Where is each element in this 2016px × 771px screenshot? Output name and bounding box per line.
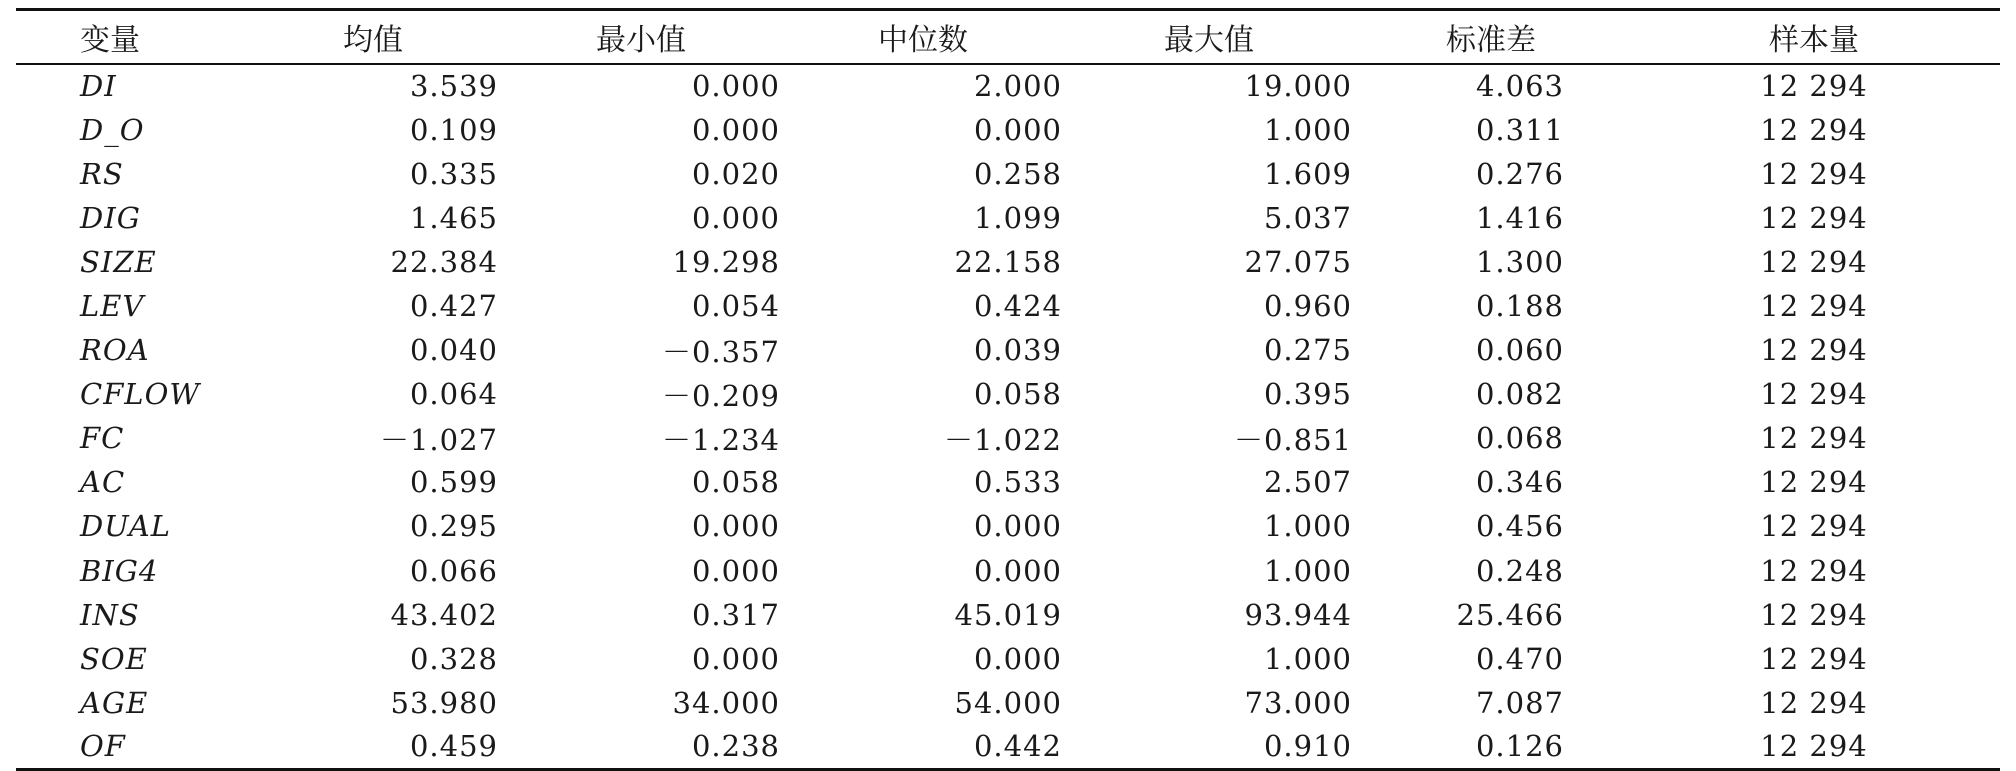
cell-variable: INS: [80, 597, 140, 632]
cell-mean: －1.027: [379, 422, 498, 457]
cell-min: 0.000: [691, 69, 780, 104]
table-row: [16, 284, 2000, 328]
cell-median: 0.039: [973, 333, 1062, 368]
cell-sample-size: 12 294: [1760, 112, 1868, 147]
cell-sample-size: 12 294: [1760, 597, 1868, 632]
table-row: [16, 725, 2000, 769]
cell-max: 1.609: [1263, 156, 1352, 191]
cell-median: 54.000: [954, 685, 1062, 720]
cell-variable: AGE: [80, 685, 149, 720]
cell-mean: 0.599: [409, 465, 498, 500]
cell-median: 0.533: [973, 465, 1062, 500]
cell-median: 2.000: [973, 69, 1062, 104]
cell-min: 0.020: [691, 156, 780, 191]
cell-mean: 1.465: [409, 200, 498, 235]
table-row: [16, 460, 2000, 504]
cell-variable: DUAL: [80, 509, 171, 544]
table-row: [16, 328, 2000, 372]
header-max: 最大值: [1064, 10, 1354, 64]
cell-mean: 43.402: [390, 597, 498, 632]
cell-max: 5.037: [1263, 200, 1352, 235]
header-row: [16, 10, 2000, 64]
cell-mean: 0.064: [409, 377, 498, 412]
cell-mean: 3.539: [409, 69, 498, 104]
cell-max: 1.000: [1263, 509, 1352, 544]
cell-sample-size: 12 294: [1760, 377, 1868, 412]
cell-sample-size: 12 294: [1760, 333, 1868, 368]
cell-sd: 7.087: [1475, 685, 1564, 720]
cell-min: 0.054: [691, 289, 780, 324]
cell-median: 0.442: [782, 725, 1064, 769]
cell-min: 0.238: [500, 725, 782, 769]
table-body: [16, 64, 2000, 770]
cell-variable: ROA: [80, 333, 150, 368]
cell-mean: 0.335: [409, 156, 498, 191]
cell-max: 93.944: [1244, 597, 1352, 632]
cell-mean: 0.427: [409, 289, 498, 324]
cell-variable: LEV: [80, 289, 145, 324]
cell-variable: SOE: [80, 641, 148, 676]
cell-sd: 0.470: [1475, 641, 1564, 676]
cell-mean: 0.459: [246, 725, 500, 769]
descriptive-statistics-table: [16, 8, 2000, 771]
cell-sample-size: 12 294: [1760, 421, 1868, 456]
cell-min: 0.000: [691, 553, 780, 588]
cell-sd: 0.068: [1475, 421, 1564, 456]
cell-median: 0.000: [973, 641, 1062, 676]
cell-median: －1.022: [943, 422, 1062, 457]
cell-min: 0.000: [691, 509, 780, 544]
cell-min: 19.298: [672, 244, 780, 279]
table-row: [16, 108, 2000, 152]
cell-min: －0.209: [661, 378, 780, 413]
cell-mean: 0.295: [409, 509, 498, 544]
cell-mean: 0.328: [409, 641, 498, 676]
cell-sample-size: 12 294: [1760, 200, 1868, 235]
cell-max: 2.507: [1263, 465, 1352, 500]
header-sample-size: 样本量: [1628, 10, 2000, 64]
cell-mean: 0.109: [409, 112, 498, 147]
cell-variable: RS: [80, 156, 124, 191]
cell-sd: 0.060: [1475, 333, 1564, 368]
table-row: [16, 593, 2000, 637]
cell-median: 0.424: [973, 289, 1062, 324]
cell-sample-size: 12 294: [1760, 465, 1868, 500]
header-min: 最小值: [500, 10, 782, 64]
cell-variable: SIZE: [80, 244, 157, 279]
cell-variable: CFLOW: [80, 377, 201, 412]
table-row: [16, 196, 2000, 240]
table-row: [16, 637, 2000, 681]
cell-variable: DIG: [80, 200, 141, 235]
cell-min: 0.317: [691, 597, 780, 632]
cell-max: 0.275: [1263, 333, 1352, 368]
cell-min: 0.000: [691, 200, 780, 235]
cell-max: 1.000: [1263, 641, 1352, 676]
cell-max: 73.000: [1244, 685, 1352, 720]
table-row: [16, 504, 2000, 548]
cell-min: 0.000: [691, 112, 780, 147]
cell-sd: 0.456: [1475, 509, 1564, 544]
header-sd: 标准差: [1354, 10, 1628, 64]
cell-median: 0.000: [973, 553, 1062, 588]
table-header: [16, 10, 2000, 64]
cell-sd: 0.248: [1475, 553, 1564, 588]
cell-sd: 1.300: [1475, 244, 1564, 279]
cell-sd: 0.346: [1475, 465, 1564, 500]
cell-median: 45.019: [954, 597, 1062, 632]
cell-max: 0.910: [1064, 725, 1354, 769]
cell-sample-size: 12 294: [1760, 641, 1868, 676]
header-variable: 变量: [16, 10, 246, 64]
cell-median: 0.000: [973, 509, 1062, 544]
cell-median: 22.158: [954, 244, 1062, 279]
table-row: [16, 372, 2000, 416]
cell-max: 0.960: [1263, 289, 1352, 324]
cell-sample-size: 12 294: [1628, 725, 2000, 769]
cell-sd: 0.276: [1475, 156, 1564, 191]
cell-variable: BIG4: [80, 553, 159, 588]
cell-sample-size: 12 294: [1760, 156, 1868, 191]
table-row: [16, 681, 2000, 725]
cell-mean: 22.384: [390, 244, 498, 279]
cell-mean: 53.980: [390, 685, 498, 720]
header-mean: 均值: [246, 10, 500, 64]
cell-sd: 0.082: [1475, 377, 1564, 412]
cell-sd: 0.188: [1475, 289, 1564, 324]
cell-variable: OF: [16, 725, 246, 769]
cell-variable: FC: [80, 421, 125, 456]
cell-max: 19.000: [1244, 69, 1352, 104]
cell-min: －1.234: [661, 422, 780, 457]
table-row: [16, 64, 2000, 108]
table-row: [16, 240, 2000, 284]
cell-variable: D_O: [80, 112, 145, 147]
cell-min: －0.357: [661, 334, 780, 369]
cell-sample-size: 12 294: [1760, 289, 1868, 324]
cell-min: 0.000: [691, 641, 780, 676]
cell-min: 0.058: [691, 465, 780, 500]
cell-max: 1.000: [1263, 553, 1352, 588]
cell-mean: 0.040: [409, 333, 498, 368]
cell-min: 34.000: [672, 685, 780, 720]
cell-sd: 4.063: [1475, 69, 1564, 104]
cell-sample-size: 12 294: [1760, 509, 1868, 544]
cell-variable: AC: [80, 465, 126, 500]
table-row: [16, 152, 2000, 196]
header-median: 中位数: [782, 10, 1064, 64]
cell-max: 1.000: [1263, 112, 1352, 147]
cell-sample-size: 12 294: [1760, 69, 1868, 104]
cell-sample-size: 12 294: [1760, 244, 1868, 279]
cell-median: 0.000: [973, 112, 1062, 147]
table-row: [16, 416, 2000, 460]
cell-sd: 25.466: [1456, 597, 1564, 632]
cell-max: 27.075: [1244, 244, 1352, 279]
cell-max: －0.851: [1233, 422, 1352, 457]
cell-sample-size: 12 294: [1760, 553, 1868, 588]
cell-mean: 0.066: [409, 553, 498, 588]
cell-sd: 1.416: [1475, 200, 1564, 235]
table-row: [16, 549, 2000, 593]
cell-median: 0.258: [973, 156, 1062, 191]
cell-median: 1.099: [973, 200, 1062, 235]
cell-sd: 0.126: [1354, 725, 1628, 769]
cell-variable: DI: [80, 69, 117, 104]
cell-sample-size: 12 294: [1760, 685, 1868, 720]
cell-max: 0.395: [1263, 377, 1352, 412]
cell-median: 0.058: [973, 377, 1062, 412]
cell-sd: 0.311: [1475, 112, 1564, 147]
